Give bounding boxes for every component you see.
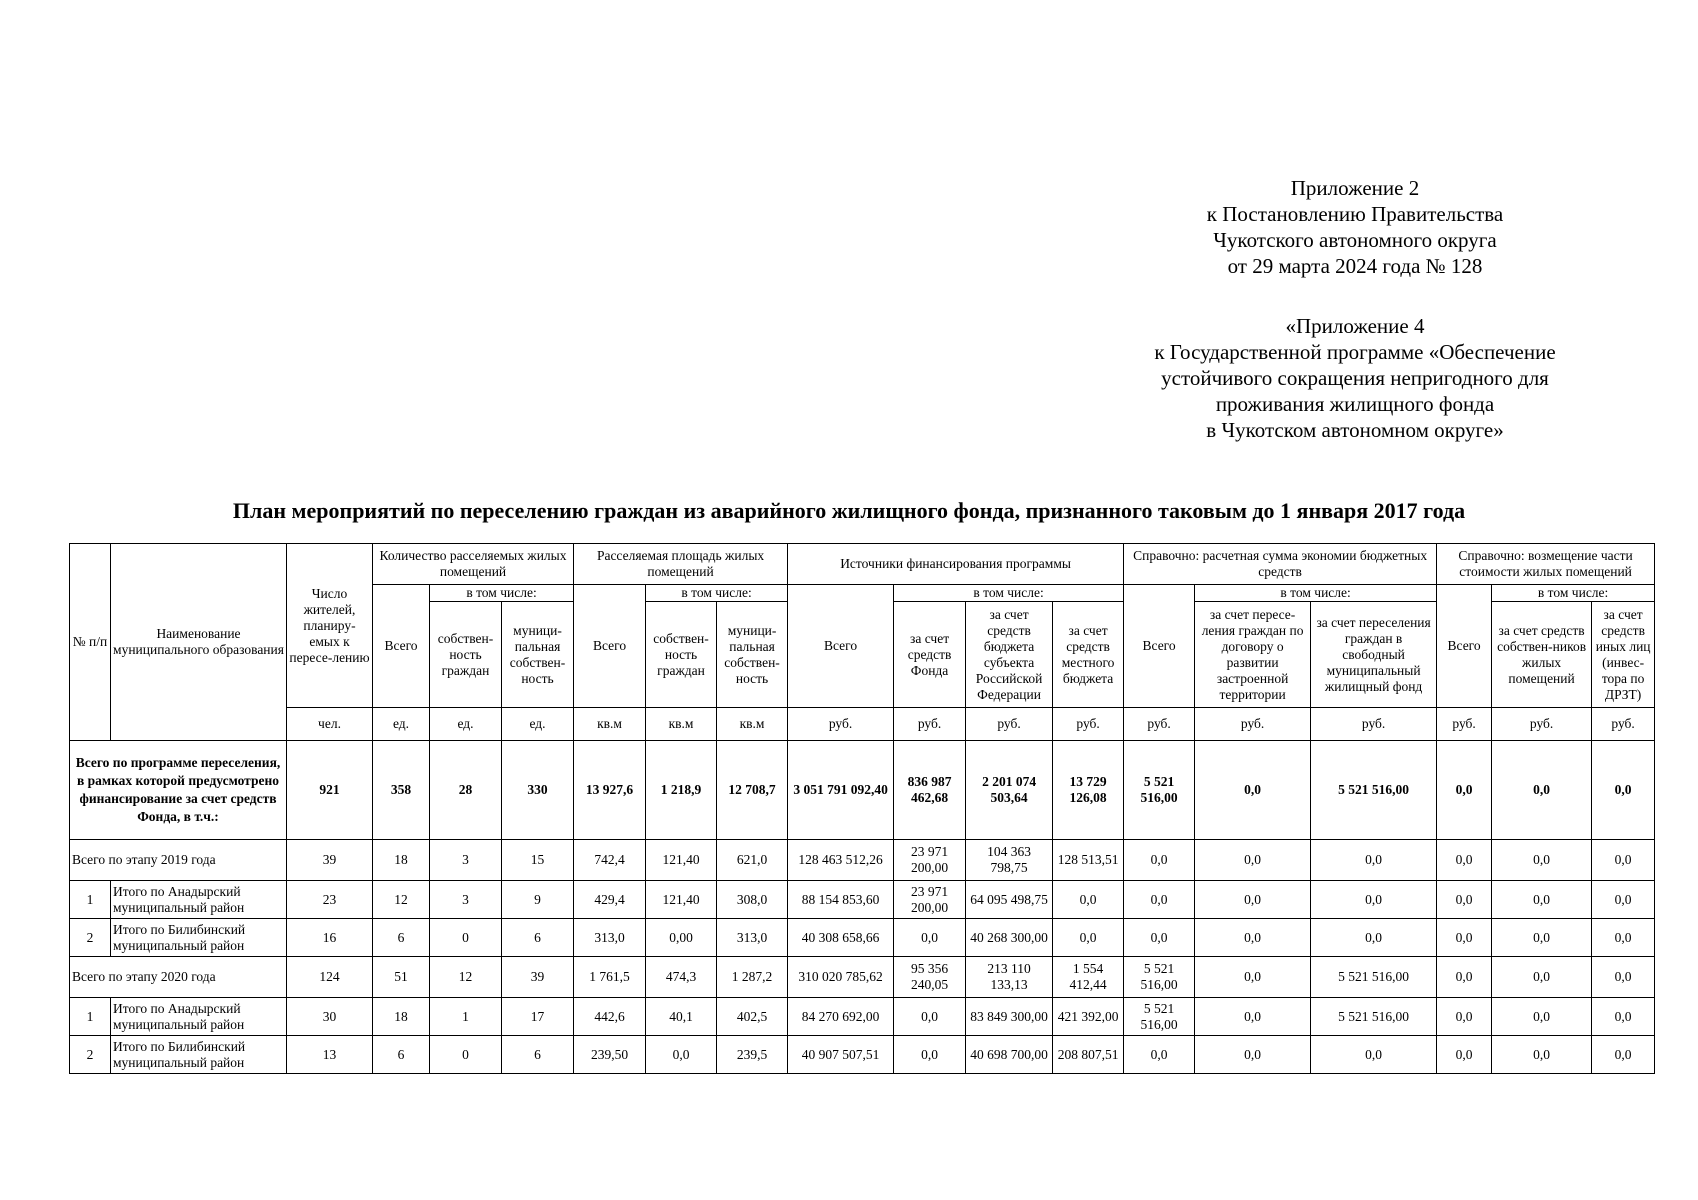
header-finance-local-budget: за счет средств местного бюджета	[1053, 602, 1124, 708]
header-num: № п/п	[70, 544, 111, 741]
table-cell: 330	[502, 741, 574, 840]
table-cell: 0,0	[1437, 881, 1492, 919]
table-cell: 1	[430, 998, 502, 1036]
header-municipality-name: Наименование муниципального образования	[111, 544, 287, 741]
unit-cell: ед.	[373, 708, 430, 741]
table-cell: 0	[430, 1036, 502, 1074]
table-cell: 0,0	[1195, 840, 1311, 881]
header-area-group: Расселяемая площадь жилых помещений	[574, 544, 788, 585]
annex-4-line: «Приложение 4	[1285, 314, 1425, 338]
annex-2-line: от 29 марта 2024 года № 128	[1227, 254, 1483, 278]
table-cell: 40,1	[646, 998, 717, 1036]
header-rooms-incl: в том числе:	[430, 585, 574, 602]
table-cell: 6	[373, 1036, 430, 1074]
table-cell: 402,5	[717, 998, 788, 1036]
table-cell: 442,6	[574, 998, 646, 1036]
unit-cell: кв.м	[646, 708, 717, 741]
table-cell: 0,0	[1492, 919, 1592, 957]
unit-cell: руб.	[1311, 708, 1437, 741]
table-cell: 1 554 412,44	[1053, 957, 1124, 998]
row-num: 2	[70, 1036, 111, 1074]
header-finance-incl: в том числе:	[894, 585, 1124, 602]
row-num: 2	[70, 919, 111, 957]
table-cell: 13 927,6	[574, 741, 646, 840]
table-cell: 2 201 074 503,64	[966, 741, 1053, 840]
table-cell: 6	[502, 919, 574, 957]
header-compensation-others: за счет средств иных лиц (инвес-тора по ДРЗТ)	[1592, 602, 1655, 708]
table-cell: 39	[287, 840, 373, 881]
table-cell: 921	[287, 741, 373, 840]
table-cell: 313,0	[717, 919, 788, 957]
table-cell: 239,50	[574, 1036, 646, 1074]
table-cell: 15	[502, 840, 574, 881]
header-rooms-total: Всего	[373, 585, 430, 708]
table-cell: 128 463 512,26	[788, 840, 894, 881]
header-economy-total: Всего	[1124, 585, 1195, 708]
table-cell: 0,0	[1195, 957, 1311, 998]
table-cell: 836 987 462,68	[894, 741, 966, 840]
table-cell: 23 971 200,00	[894, 881, 966, 919]
table-cell: 0,0	[1311, 840, 1437, 881]
header-area-incl: в том числе:	[646, 585, 788, 602]
row-name: Итого по Анадырский муниципальный район	[111, 881, 287, 919]
table-row-stage-2019	[70, 840, 1655, 881]
resettlement-plan-table	[69, 543, 1655, 1074]
table-cell: 5 521 516,00	[1311, 741, 1437, 840]
table-cell: 84 270 692,00	[788, 998, 894, 1036]
table-cell: 0,0	[1311, 919, 1437, 957]
table-cell: 23 971 200,00	[894, 840, 966, 881]
row-name: Итого по Билибинский муниципальный район	[111, 1036, 287, 1074]
table-cell: 0,0	[1311, 881, 1437, 919]
table-cell: 0,0	[1492, 741, 1592, 840]
unit-cell: руб.	[1053, 708, 1124, 741]
unit-cell: руб.	[966, 708, 1053, 741]
table-cell: 0,0	[1195, 741, 1311, 840]
table-cell: 23	[287, 881, 373, 919]
unit-cell: руб.	[1492, 708, 1592, 741]
table-cell: 0,0	[1195, 881, 1311, 919]
table-cell: 0,0	[1311, 1036, 1437, 1074]
table-cell: 95 356 240,05	[894, 957, 966, 998]
table-cell: 0,0	[1592, 1036, 1655, 1074]
table-cell: 104 363 798,75	[966, 840, 1053, 881]
header-finance-total: Всего	[788, 585, 894, 708]
annex-4-reference	[1060, 313, 1650, 443]
header-compensation-total: Всего	[1437, 585, 1492, 708]
unit-cell: чел.	[287, 708, 373, 741]
table-cell: 16	[287, 919, 373, 957]
table-row-2020-bilibino	[70, 1036, 1655, 1074]
unit-cell: кв.м	[717, 708, 788, 741]
table-cell: 0,0	[1195, 998, 1311, 1036]
header-finance-fund: за счет средств Фонда	[894, 602, 966, 708]
header-economy-incl: в том числе:	[1195, 585, 1437, 602]
annex-2-line: Чукотского автономного округа	[1213, 228, 1497, 252]
header-compensation-incl: в том числе:	[1492, 585, 1655, 602]
annex-2-line: Приложение 2	[1290, 176, 1420, 200]
table-row-2019-bilibino	[70, 919, 1655, 957]
row-name: Итого по Анадырский муниципальный район	[111, 998, 287, 1036]
table-cell: 12 708,7	[717, 741, 788, 840]
table-cell: 0,0	[1592, 741, 1655, 840]
header-row-groups	[70, 544, 1655, 585]
annex-2-line: к Постановлению Правительства	[1206, 202, 1504, 226]
table-cell: 30	[287, 998, 373, 1036]
table-cell: 1 761,5	[574, 957, 646, 998]
table-cell: 213 110 133,13	[966, 957, 1053, 998]
table-cell: 40 268 300,00	[966, 919, 1053, 957]
table-cell: 5 521 516,00	[1311, 998, 1437, 1036]
row-name: Всего по этапу 2019 года	[70, 840, 287, 881]
table-cell: 0,0	[1492, 957, 1592, 998]
table-cell: 0,0	[1124, 1036, 1195, 1074]
table-cell: 5 521 516,00	[1124, 998, 1195, 1036]
table-cell: 208 807,51	[1053, 1036, 1124, 1074]
table-cell: 474,3	[646, 957, 717, 998]
table-cell: 3	[430, 881, 502, 919]
row-num: 1	[70, 998, 111, 1036]
table-cell: 358	[373, 741, 430, 840]
table-cell: 0,0	[1195, 1036, 1311, 1074]
table-cell: 621,0	[717, 840, 788, 881]
table-cell: 17	[502, 998, 574, 1036]
table-cell: 40 308 658,66	[788, 919, 894, 957]
table-cell: 0,0	[1592, 840, 1655, 881]
row-name: Всего по этапу 2020 года	[70, 957, 287, 998]
header-economy-free-fund: за счет переселения граждан в свободный муниципальный жилищный фонд	[1311, 602, 1437, 708]
table-cell: 0,0	[1437, 1036, 1492, 1074]
units-row	[70, 708, 1655, 741]
table-cell: 3	[430, 840, 502, 881]
annex-4-line: проживания жилищного фонда	[1215, 392, 1495, 416]
table-cell: 51	[373, 957, 430, 998]
table-cell: 0,0	[894, 1036, 966, 1074]
table-cell: 0,0	[1492, 840, 1592, 881]
header-compensation-owners: за счет средств собствен-ников жилых помещений	[1492, 602, 1592, 708]
unit-cell: руб.	[1124, 708, 1195, 741]
table-cell: 18	[373, 998, 430, 1036]
table-cell: 0,0	[1492, 881, 1592, 919]
table-cell: 313,0	[574, 919, 646, 957]
table-cell: 0,0	[1492, 1036, 1592, 1074]
table-cell: 6	[502, 1036, 574, 1074]
table-cell: 742,4	[574, 840, 646, 881]
table-cell: 310 020 785,62	[788, 957, 894, 998]
table-row-stage-2020	[70, 957, 1655, 998]
header-finance-subject-budget: за счет средств бюджета субъекта Российской Федерации	[966, 602, 1053, 708]
table-cell: 0,0	[1437, 998, 1492, 1036]
table-cell: 0	[430, 919, 502, 957]
table-cell: 9	[502, 881, 574, 919]
table-cell: 0,0	[1124, 881, 1195, 919]
table-cell: 40 907 507,51	[788, 1036, 894, 1074]
table-cell: 0,0	[646, 1036, 717, 1074]
header-rooms-group: Количество расселяемых жилых помещений	[373, 544, 574, 585]
table-cell: 308,0	[717, 881, 788, 919]
table-cell: 5 521 516,00	[1124, 741, 1195, 840]
unit-cell: руб.	[1437, 708, 1492, 741]
header-finance-group: Источники финансирования программы	[788, 544, 1124, 585]
table-cell: 3 051 791 092,40	[788, 741, 894, 840]
table-cell: 124	[287, 957, 373, 998]
annex-4-line: к Государственной программе «Обеспечение	[1154, 340, 1556, 364]
unit-cell: руб.	[1195, 708, 1311, 741]
unit-cell: ед.	[502, 708, 574, 741]
table-cell: 0,00	[646, 919, 717, 957]
table-cell: 0,0	[1592, 998, 1655, 1036]
row-name: Всего по программе переселения, в рамках которой предусмотрено финансирование за счет средств Фонда, в т.ч.:	[70, 741, 287, 840]
annex-4-line: в Чукотском автономном округе»	[1206, 418, 1504, 442]
table-cell: 0,0	[894, 998, 966, 1036]
row-num: 1	[70, 881, 111, 919]
table-cell: 121,40	[646, 840, 717, 881]
table-cell: 18	[373, 840, 430, 881]
unit-cell: руб.	[894, 708, 966, 741]
table-row-program-total	[70, 741, 1655, 840]
table-cell: 83 849 300,00	[966, 998, 1053, 1036]
row-name: Итого по Билибинский муниципальный район	[111, 919, 287, 957]
header-area-total: Всего	[574, 585, 646, 708]
table-cell: 5 521 516,00	[1311, 957, 1437, 998]
table-cell: 13 729 126,08	[1053, 741, 1124, 840]
unit-cell: руб.	[788, 708, 894, 741]
table-cell: 0,0	[1053, 881, 1124, 919]
table-cell: 0,0	[894, 919, 966, 957]
table-cell: 0,0	[1437, 919, 1492, 957]
header-area-municipal: муници-пальная собствен-ность	[717, 602, 788, 708]
table-cell: 13	[287, 1036, 373, 1074]
annex-2-reference	[1060, 175, 1650, 279]
table-cell: 0,0	[1195, 919, 1311, 957]
unit-cell: ед.	[430, 708, 502, 741]
header-rooms-municipal: муници-пальная собствен-ность	[502, 602, 574, 708]
unit-cell: кв.м	[574, 708, 646, 741]
table-cell: 0,0	[1124, 840, 1195, 881]
document-title: План мероприятий по переселению граждан из аварийного жилищного фонда, признанного таковым до 1 января 2017 года	[232, 498, 1466, 523]
table-cell: 128 513,51	[1053, 840, 1124, 881]
header-rooms-own: собствен-ность граждан	[430, 602, 502, 708]
table-row-2020-anadyr	[70, 998, 1655, 1036]
table-row-2019-anadyr	[70, 881, 1655, 919]
table-cell: 0,0	[1053, 919, 1124, 957]
table-cell: 0,0	[1592, 919, 1655, 957]
table-cell: 1 218,9	[646, 741, 717, 840]
table-cell: 421 392,00	[1053, 998, 1124, 1036]
table-cell: 0,0	[1124, 919, 1195, 957]
table-cell: 0,0	[1492, 998, 1592, 1036]
header-compensation-group: Справочно: возмещение части стоимости жилых помещений	[1437, 544, 1655, 585]
table-cell: 1 287,2	[717, 957, 788, 998]
table-cell: 12	[373, 881, 430, 919]
annex-4-line: устойчивого сокращения непригодного для	[1161, 366, 1549, 390]
table-cell: 0,0	[1592, 957, 1655, 998]
table-cell: 12	[430, 957, 502, 998]
table-cell: 64 095 498,75	[966, 881, 1053, 919]
header-economy-territory: за счет пересе-ления граждан по договору о развитии застроенной территории	[1195, 602, 1311, 708]
table-cell: 88 154 853,60	[788, 881, 894, 919]
header-residents: Число жителей, планиру-емых к пересе-лению	[287, 544, 373, 708]
table-cell: 40 698 700,00	[966, 1036, 1053, 1074]
table-cell: 0,0	[1592, 881, 1655, 919]
table-cell: 121,40	[646, 881, 717, 919]
table-cell: 6	[373, 919, 430, 957]
header-economy-group: Справочно: расчетная сумма экономии бюджетных средств	[1124, 544, 1437, 585]
table-cell: 429,4	[574, 881, 646, 919]
table-cell: 5 521 516,00	[1124, 957, 1195, 998]
table-cell: 0,0	[1437, 957, 1492, 998]
table-cell: 0,0	[1437, 840, 1492, 881]
table-cell: 0,0	[1437, 741, 1492, 840]
unit-cell: руб.	[1592, 708, 1655, 741]
table-cell: 28	[430, 741, 502, 840]
table-cell: 39	[502, 957, 574, 998]
table-cell: 239,5	[717, 1036, 788, 1074]
header-area-own: собствен-ность граждан	[646, 602, 717, 708]
